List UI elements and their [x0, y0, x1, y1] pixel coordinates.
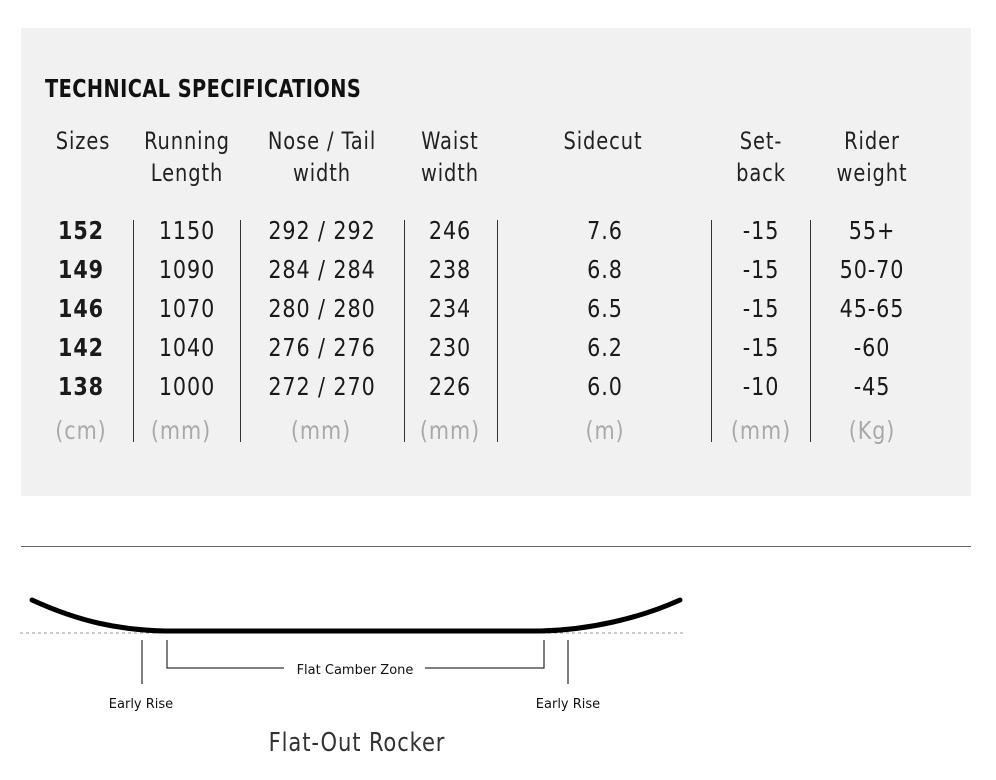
- cell-waist-width: 238: [428, 255, 472, 284]
- cell-running-length: 1090: [158, 255, 216, 284]
- cell-nose-tail-width: 284 / 284: [268, 255, 376, 284]
- flat-zone-bracket-right: [425, 640, 544, 668]
- spec-title: TECHNICAL SPECIFICATIONS: [45, 74, 362, 103]
- cell-nose-tail-width: 272 / 270: [268, 372, 376, 401]
- cell-sidecut: 7.6: [587, 216, 623, 245]
- cell-setback: -15: [742, 216, 780, 245]
- header-nose-tail-width: Nose / Tail width: [267, 127, 377, 187]
- cell-rider-weight: 45-65: [839, 294, 905, 323]
- cell-running-length: 1070: [158, 294, 216, 323]
- unit-label: (mm): [730, 416, 792, 445]
- header-sizes: Sizes: [55, 127, 111, 155]
- cell-sidecut: 6.5: [587, 294, 623, 323]
- cell-rider-weight: 50-70: [839, 255, 905, 284]
- cell-waist-width: 230: [428, 333, 472, 362]
- board-profile-curve: [32, 600, 680, 631]
- cell-nose-tail-width: 276 / 276: [268, 333, 376, 362]
- header-rider-weight: Rider weight: [836, 127, 908, 187]
- spec-panel: [21, 28, 971, 496]
- section-divider: [21, 546, 971, 547]
- cell-setback: -15: [742, 255, 780, 284]
- column-divider: [497, 220, 498, 442]
- cell-size: 146: [58, 294, 104, 323]
- cell-setback: -10: [742, 372, 780, 401]
- header-sidecut: Sidecut: [563, 127, 643, 155]
- cell-setback: -15: [742, 333, 780, 362]
- cell-rider-weight: -60: [853, 333, 891, 362]
- unit-label: (mm): [290, 416, 352, 445]
- column-divider: [810, 220, 811, 442]
- flat-zone-bracket-left: [167, 640, 284, 668]
- cell-rider-weight: 55+: [848, 216, 896, 245]
- unit-label: (m): [585, 416, 625, 445]
- column-divider: [404, 220, 405, 442]
- cell-sidecut: 6.0: [587, 372, 623, 401]
- rocker-profile-diagram: [0, 560, 996, 730]
- cell-size: 138: [58, 372, 104, 401]
- cell-size: 142: [58, 333, 104, 362]
- header-waist-width: Waist width: [420, 127, 480, 187]
- cell-sidecut: 6.2: [587, 333, 623, 362]
- unit-label: (mm): [150, 416, 212, 445]
- cell-sidecut: 6.8: [587, 255, 623, 284]
- column-divider: [240, 220, 241, 442]
- unit-label: (Kg): [848, 416, 896, 445]
- profile-name: Flat-Out Rocker: [268, 728, 446, 758]
- cell-rider-weight: -45: [853, 372, 891, 401]
- cell-setback: -15: [742, 294, 780, 323]
- header-setback: Set- back: [736, 127, 786, 187]
- column-divider: [133, 220, 134, 442]
- cell-nose-tail-width: 280 / 280: [268, 294, 376, 323]
- cell-running-length: 1000: [158, 372, 216, 401]
- flat-camber-zone-label: Flat Camber Zone: [296, 663, 414, 678]
- early-rise-right-label: Early Rise: [535, 697, 601, 712]
- cell-size: 152: [58, 216, 104, 245]
- cell-running-length: 1150: [158, 216, 216, 245]
- early-rise-left-label: Early Rise: [108, 697, 174, 712]
- cell-nose-tail-width: 292 / 292: [268, 216, 376, 245]
- cell-size: 149: [58, 255, 104, 284]
- column-divider: [711, 220, 712, 442]
- cell-waist-width: 234: [428, 294, 472, 323]
- cell-waist-width: 226: [428, 372, 472, 401]
- header-running-length: Running Length: [144, 127, 230, 187]
- cell-running-length: 1040: [158, 333, 216, 362]
- unit-label: (mm): [419, 416, 481, 445]
- unit-label: (cm): [55, 416, 107, 445]
- cell-waist-width: 246: [428, 216, 472, 245]
